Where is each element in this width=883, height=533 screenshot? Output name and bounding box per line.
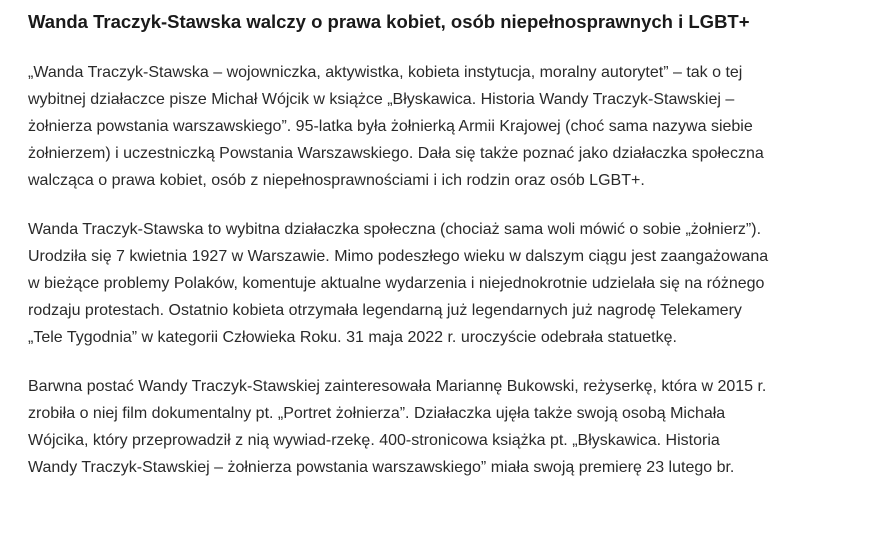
paragraph-line: Wanda Traczyk-Stawska to wybitna działaczka społeczna (chociaż sama woli mówić o sobie „żołnierz”).: [28, 221, 762, 238]
paragraph-line: rodzaju protestach. Ostatnio kobieta otrzymała legendarną już legendarnych już nagrodę Telekamery: [28, 302, 742, 319]
paragraph-line: „Wanda Traczyk-Stawska – wojowniczka, aktywistka, kobieta instytucja, moralny autorytet” – tak o tej: [28, 64, 743, 81]
paragraph-line: „Tele Tygodnia” w kategorii Człowieka Roku. 31 maja 2022 r. uroczyście odebrała statuetkę.: [28, 329, 677, 346]
paragraph-line: w bieżące problemy Polaków, komentuje aktualne wydarzenia i niejednokrotnie udzielała się na różnego: [28, 275, 765, 292]
paragraph-line: zrobiła o niej film dokumentalny pt. „Portret żołnierza”. Działaczka ujęła także swoją osobą Michała: [28, 405, 726, 422]
paragraph-line: żołnierza powstania warszawskiego”. 95-latka była żołnierką Armii Krajowej (choć sama nazywa siebie: [28, 118, 753, 135]
paragraph-line: żołnierzem) i uczestniczką Powstania Warszawskiego. Dała się także poznać jako działaczka społeczna: [28, 145, 764, 162]
paragraph-line: walcząca o prawa kobiet, osób z niepełnosprawnościami i ich rodzin oraz osób LGBT+.: [28, 172, 645, 189]
article-paragraph-2: [28, 216, 883, 351]
paragraph-line: Wandy Traczyk-Stawskiej – żołnierza powstania warszawskiego” miała swoją premierę 23 lutego br.: [28, 459, 735, 476]
paragraph-line: Barwna postać Wandy Traczyk-Stawskiej zainteresowała Mariannę Bukowski, reżyserkę, która w 2015 r.: [28, 378, 767, 395]
paragraph-line: wybitnej działaczce pisze Michał Wójcik w książce „Błyskawica. Historia Wandy Traczyk-Stawskiej –: [28, 91, 735, 108]
paragraph-line: Wójcika, który przeprowadził z nią wywiad-rzekę. 400-stronicowa książka pt. „Błyskawica. Historia: [28, 432, 720, 449]
article-title: Wanda Traczyk-Stawska walczy o prawa kobiet, osób niepełnosprawnych i LGBT+: [28, 11, 750, 32]
paragraph-line: Urodziła się 7 kwietnia 1927 w Warszawie. Mimo podeszłego wieku w dalszym ciągu jest zaangażowana: [28, 248, 769, 265]
article-paragraph-1: [28, 59, 883, 194]
article-paragraph-3: [28, 373, 883, 481]
